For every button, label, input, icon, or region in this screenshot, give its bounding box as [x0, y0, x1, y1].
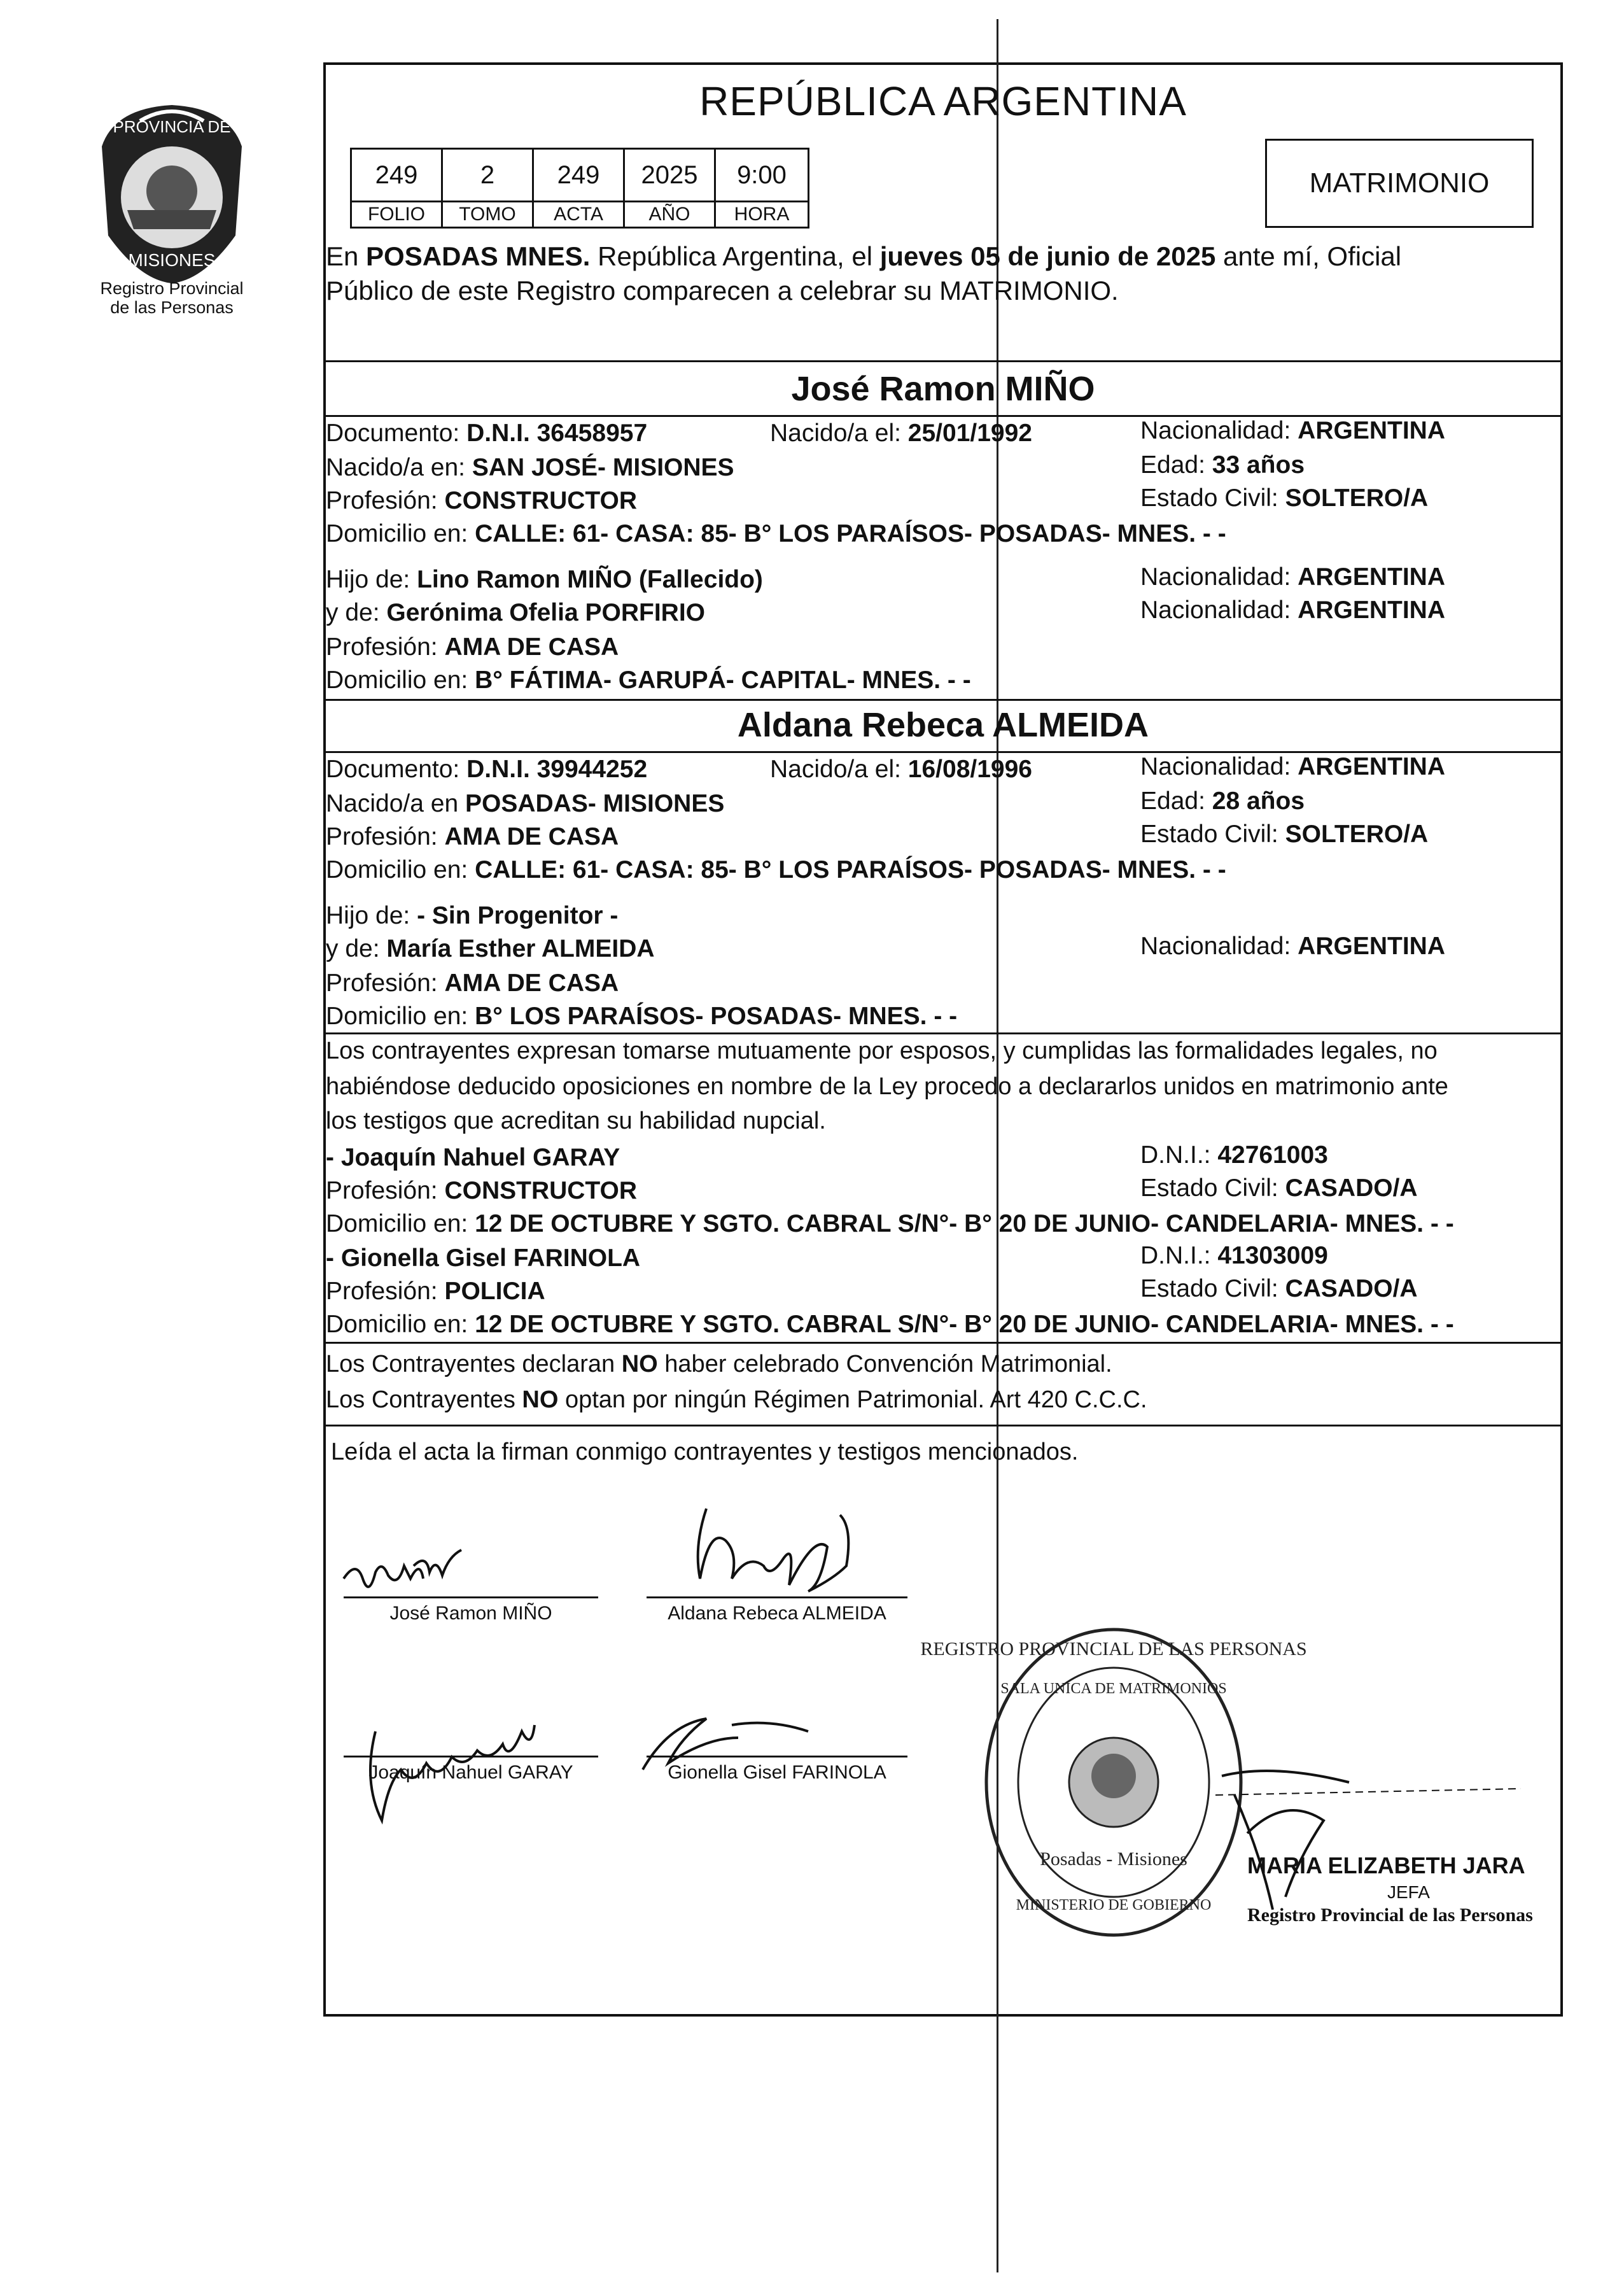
emblem-bottom-text: MISIONES: [128, 250, 216, 270]
spouse1-name: José Ramon MIÑO: [791, 370, 1095, 408]
witness2-profession: Profesión: POLICIA: [326, 1278, 545, 1305]
spouse2-father: Hijo de: - Sin Progenitor -: [326, 902, 619, 929]
spouse1-parent-address: Domicilio en: B° FÁTIMA- GARUPÁ- CAPITAL- MNES. - -: [326, 666, 971, 694]
declaration-line2: habiéndose deducido oposiciones en nombre de la Ley procedo a declararlos unidos en matrimonio ante: [326, 1073, 1448, 1100]
spouse2-age: Edad: 28 años: [1140, 787, 1305, 815]
anio-value: 2025: [623, 148, 716, 202]
page-title: REPÚBLICA ARGENTINA: [699, 78, 1187, 124]
declaration-line1: Los contrayentes expresan tomarse mutuamente por esposos, y cumplidas las formalidades legales, no: [326, 1038, 1438, 1064]
witness1-civil-status: Estado Civil: CASADO/A: [1140, 1174, 1418, 1202]
spouse1-address: Domicilio en: CALLE: 61- CASA: 85- B° LOS PARAÍSOS- POSADAS- MNES. - -: [326, 520, 1226, 547]
declaration-line3: los testigos que acreditan su habilidad nupcial.: [326, 1108, 826, 1134]
spouse2-birthplace: Nacido/a en POSADAS- MISIONES: [326, 790, 725, 817]
officer-office: Registro Provincial de las Personas: [1247, 1905, 1533, 1926]
spouse1-nationality: Nacionalidad: ARGENTINA: [1140, 417, 1446, 444]
spouse2-birthdate: Nacido/a el: 16/08/1996: [770, 756, 1032, 783]
emblem-top-text: PROVINCIA DE: [113, 117, 231, 136]
spouse2-mother-nationality: Nacionalidad: ARGENTINA: [1140, 933, 1446, 960]
spouse1-profession: Profesión: CONSTRUCTOR: [326, 487, 638, 514]
spouse1-father-nationality: Nacionalidad: ARGENTINA: [1140, 563, 1446, 591]
spouse1-parent-profession: Profesión: AMA DE CASA: [326, 633, 619, 661]
folio-label: FOLIO: [350, 201, 443, 229]
closing-text: Leída el acta la firman conmigo contrayentes y testigos mencionados.: [331, 1439, 1079, 1465]
logo-line1: Registro Provincial: [100, 279, 244, 298]
spouse2-parent-address: Domicilio en: B° LOS PARAÍSOS- POSADAS- MNES. - -: [326, 1003, 958, 1030]
spouse1-age: Edad: 33 años: [1140, 451, 1305, 479]
witness1-profession: Profesión: CONSTRUCTOR: [326, 1177, 638, 1204]
spouse1-mother: y de: Gerónima Ofelia PORFIRIO: [326, 599, 705, 626]
seal-inner-text: SALA UNICA DE MATRIMONIOS: [1000, 1680, 1227, 1697]
spouse1-birthplace: Nacido/a en: SAN JOSÉ- MISIONES: [326, 454, 734, 481]
acta-label: ACTA: [532, 201, 625, 229]
spouse2-document: Documento: D.N.I. 39944252: [326, 756, 648, 783]
witness1-name: - Joaquín Nahuel GARAY: [326, 1144, 620, 1171]
acta-value: 249: [532, 148, 625, 202]
seal-outer-text: REGISTRO PROVINCIAL DE LAS PERSONAS: [920, 1638, 1307, 1659]
officer-role: JEFA: [1387, 1882, 1430, 1902]
hora-value: 9:00: [714, 148, 809, 202]
seal-city-text: Posadas - Misiones: [1040, 1849, 1187, 1870]
signature-label-spouse2: Aldana Rebeca ALMEIDA: [668, 1603, 886, 1624]
signature-label-witness2: Gionella Gisel FARINOLA: [668, 1762, 886, 1783]
spouse2-name: Aldana Rebeca ALMEIDA: [737, 706, 1149, 744]
spouse2-parent-profession: Profesión: AMA DE CASA: [326, 969, 619, 997]
signature-label-witness1: Joaquín Nahuel GARAY: [368, 1762, 573, 1783]
province-emblem-icon: [76, 102, 267, 286]
hora-label: HORA: [714, 201, 809, 229]
spouse2-profession: Profesión: AMA DE CASA: [326, 823, 619, 850]
seal-bottom-text: MINISTERIO DE GOBIERNO: [1016, 1897, 1212, 1913]
signature-label-spouse1: José Ramon MIÑO: [389, 1603, 552, 1624]
regime-line: Los Contrayentes NO optan por ningún Régimen Patrimonial. Art 420 C.C.C.: [326, 1386, 1147, 1413]
witness2-address: Domicilio en: 12 DE OCTUBRE Y SGTO. CABRAL S/N°- B° 20 DE JUNIO- CANDELARIA- MNES. - -: [326, 1311, 1454, 1338]
spouse1-civil-status: Estado Civil: SOLTERO/A: [1140, 484, 1429, 512]
tomo-value: 2: [441, 148, 534, 202]
spouse2-mother: y de: María Esther ALMEIDA: [326, 935, 655, 962]
intro-line1: En POSADAS MNES. República Argentina, el jueves 05 de junio de 2025 ante mí, Oficial: [326, 241, 1402, 271]
intro-line2: Público de este Registro comparecen a celebrar su MATRIMONIO.: [326, 276, 1119, 306]
witness1-dni: D.N.I.: 42761003: [1140, 1141, 1328, 1169]
logo-line2: de las Personas: [110, 298, 234, 317]
spouse2-nationality: Nacionalidad: ARGENTINA: [1140, 753, 1446, 780]
record-type-box: MATRIMONIO: [1265, 139, 1534, 228]
witness1-address: Domicilio en: 12 DE OCTUBRE Y SGTO. CABRAL S/N°- B° 20 DE JUNIO- CANDELARIA- MNES. - -: [326, 1210, 1454, 1237]
spouse2-civil-status: Estado Civil: SOLTERO/A: [1140, 821, 1429, 848]
spouse1-father: Hijo de: Lino Ramon MIÑO (Fallecido): [326, 566, 763, 593]
witness2-civil-status: Estado Civil: CASADO/A: [1140, 1275, 1418, 1302]
officer-name: MARIA ELIZABETH JARA: [1247, 1852, 1525, 1878]
signature-scribbles: [331, 1502, 967, 1859]
anio-label: AÑO: [623, 201, 716, 229]
spouse1-birthdate: Nacido/a el: 25/01/1992: [770, 419, 1032, 447]
folio-value: 249: [350, 148, 443, 202]
witness2-name: - Gionella Gisel FARINOLA: [326, 1244, 641, 1272]
spouse1-document: Documento: D.N.I. 36458957: [326, 419, 648, 447]
convention-line: Los Contrayentes declaran NO haber celebrado Convención Matrimonial.: [326, 1351, 1112, 1377]
tomo-label: TOMO: [441, 201, 534, 229]
witness2-dni: D.N.I.: 41303009: [1140, 1242, 1328, 1269]
spouse1-mother-nationality: Nacionalidad: ARGENTINA: [1140, 596, 1446, 624]
spouse2-address: Domicilio en: CALLE: 61- CASA: 85- B° LOS PARAÍSOS- POSADAS- MNES. - -: [326, 856, 1226, 884]
